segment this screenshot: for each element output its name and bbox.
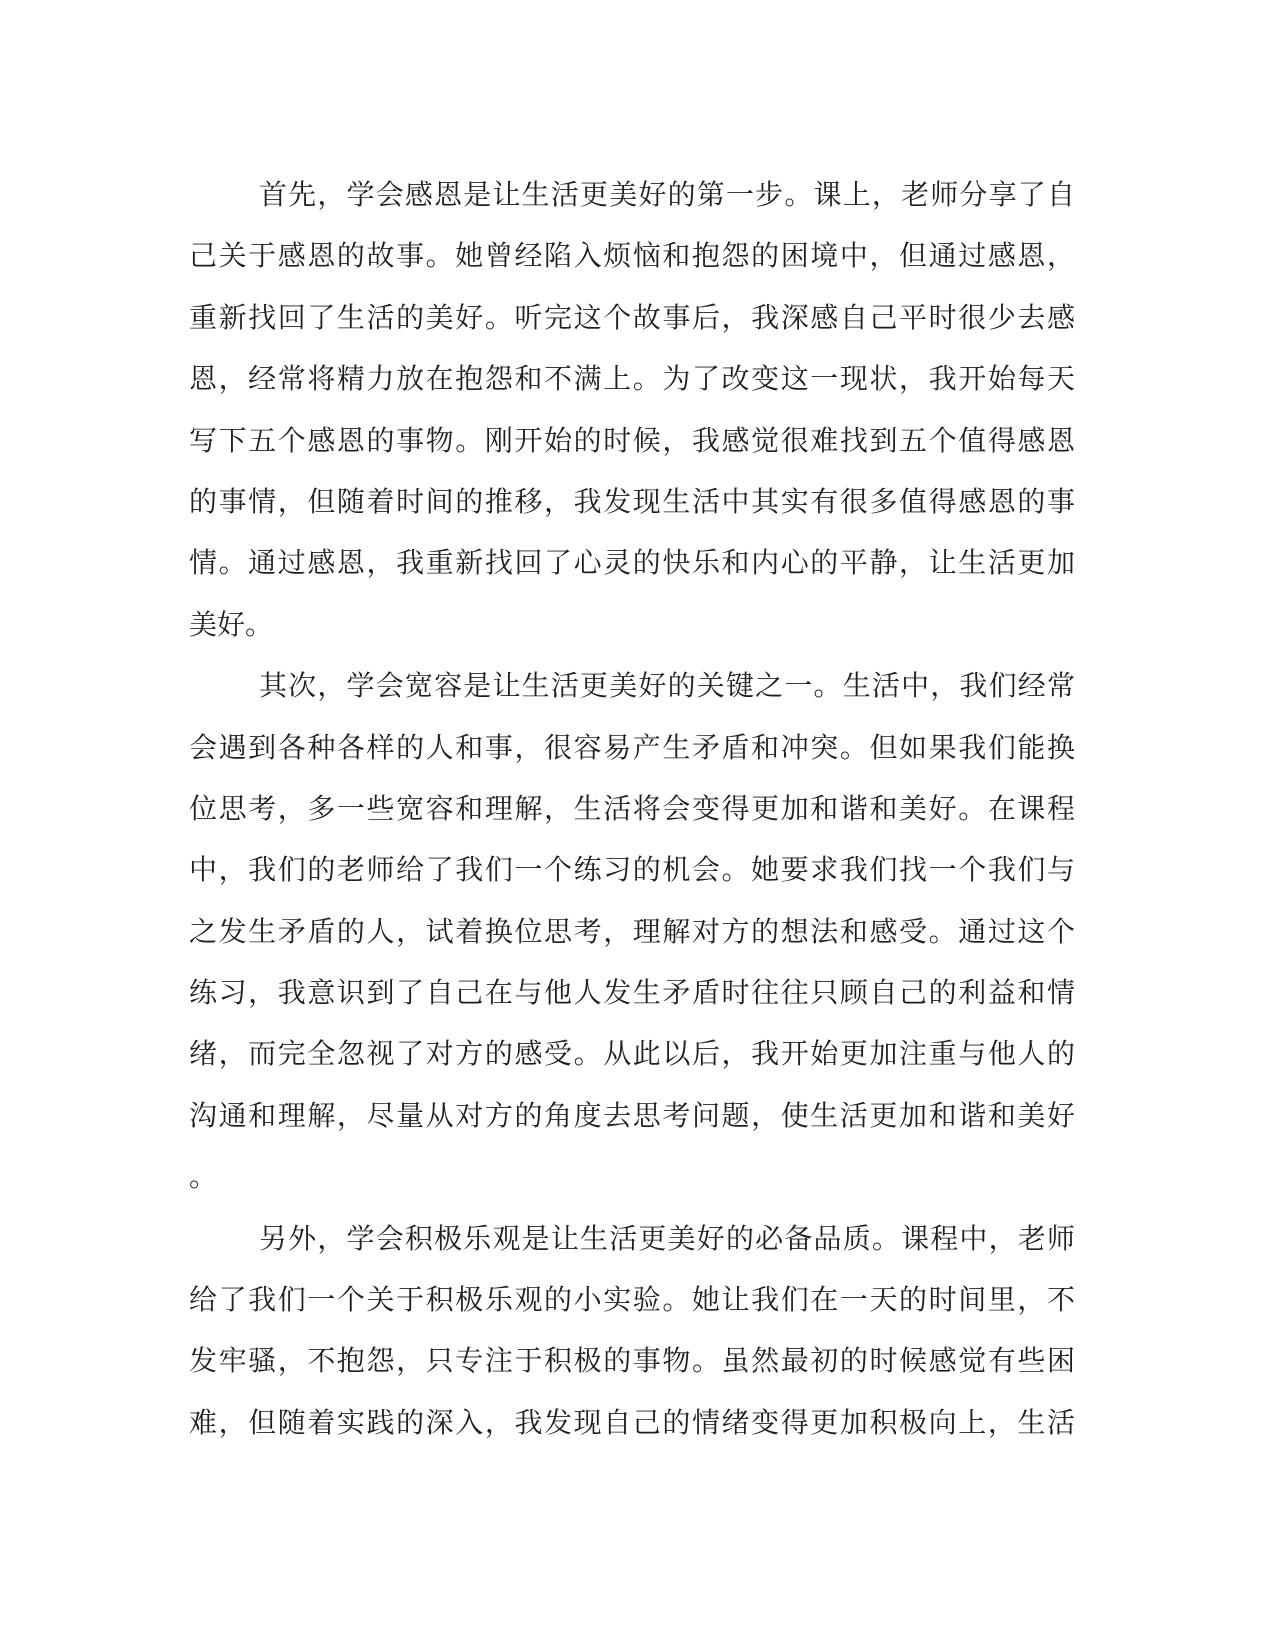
- text-line: 沟通和理解，尽量从对方的角度去思考问题，使生活更加和谐和美好: [189, 1100, 1075, 1132]
- text-line: 之发生矛盾的人，试着换位思考，理解对方的想法和感受。通过这个: [189, 916, 1075, 948]
- text-line: 。: [189, 1162, 218, 1194]
- text-line: 发牢骚，不抱怨，只专注于积极的事物。虽然最初的时候感觉有些困: [189, 1346, 1075, 1378]
- text-line: 其次，学会宽容是让生活更美好的关键之一。生活中，我们经常: [259, 671, 1075, 703]
- text-line: 给了我们一个关于积极乐观的小实验。她让我们在一天的时间里，不: [189, 1285, 1075, 1317]
- text-line: 情。通过感恩，我重新找回了心灵的快乐和内心的平静，让生活更加: [189, 548, 1075, 580]
- text-line: 难，但随着实践的深入，我发现自己的情绪变得更加积极向上，生活: [189, 1407, 1075, 1439]
- text-line: 首先，学会感恩是让生活更美好的第一步。课上，老师分享了自: [259, 180, 1075, 211]
- paragraph-gratitude: [189, 165, 1075, 656]
- text-line: 练习，我意识到了自己在与他人发生矛盾时往往只顾自己的利益和情: [189, 978, 1075, 1010]
- text-line: 中，我们的老师给了我们一个练习的机会。她要求我们找一个我们与: [189, 855, 1075, 887]
- text-line: 恩，经常将精力放在抱怨和不满上。为了改变这一现状，我开始每天: [189, 364, 1075, 396]
- text-line: 的事情，但随着时间的推移，我发现生活中其实有很多值得感恩的事: [189, 486, 1075, 518]
- text-line: 会遇到各种各样的人和事，很容易产生矛盾和冲突。但如果我们能换: [189, 732, 1075, 764]
- text-line: 重新找回了生活的美好。听完这个故事后，我深感自己平时很少去感: [189, 302, 1075, 334]
- essay-body: [189, 165, 1075, 1454]
- text-line: 位思考，多一些宽容和理解，生活将会变得更加和谐和美好。在课程: [189, 793, 1075, 825]
- paragraph-tolerance: [189, 656, 1075, 1209]
- paragraph-optimism: [189, 1209, 1075, 1455]
- text-line: 写下五个感恩的事物。刚开始的时候，我感觉很难找到五个值得感恩: [189, 425, 1075, 457]
- text-line: 己关于感恩的故事。她曾经陷入烦恼和抱怨的困境中，但通过感恩，: [189, 241, 1075, 273]
- text-line: 美好。: [189, 609, 274, 641]
- text-line: 绪，而完全忽视了对方的感受。从此以后，我开始更加注重与他人的: [189, 1039, 1075, 1071]
- text-line: 另外，学会积极乐观是让生活更美好的必备品质。课程中，老师: [259, 1223, 1075, 1255]
